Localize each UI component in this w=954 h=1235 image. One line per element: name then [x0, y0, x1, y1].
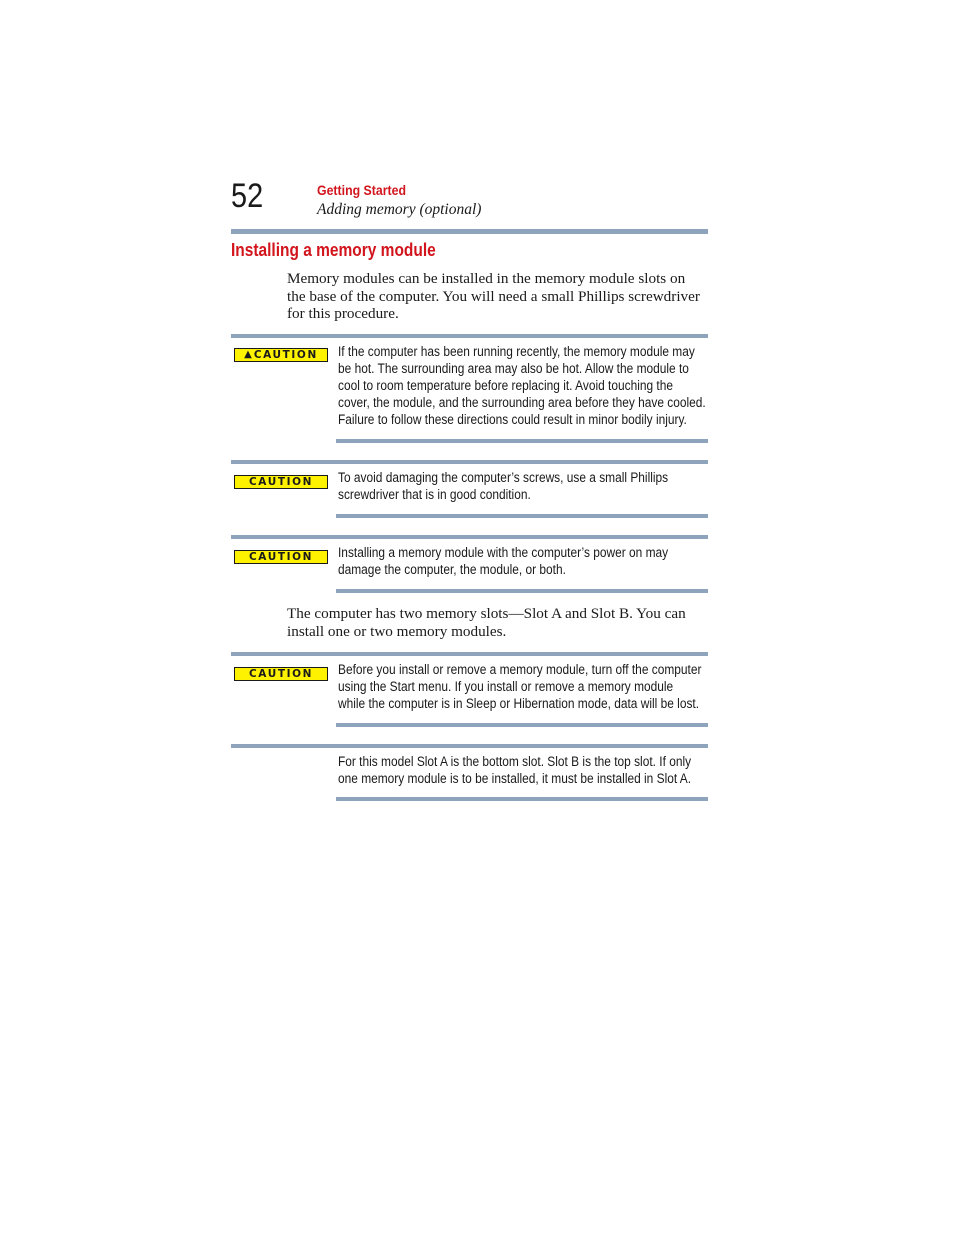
text-line: for this procedure.: [287, 305, 399, 323]
caution-text: [338, 470, 708, 504]
warning-triangle-icon: ▲: [244, 349, 252, 360]
caution-badge: [234, 348, 328, 362]
caution-top-rule: [231, 535, 708, 539]
caution-bottom-rule: [336, 589, 708, 593]
text-line: be hot. The surrounding area may also be hot. Allow the module to: [338, 361, 689, 377]
caution-bottom-rule: [336, 439, 708, 443]
text-line: Failure to follow these directions could result in minor bodily injury.: [338, 412, 687, 428]
text-line: To avoid damaging the computer’s screws, use a small Phillips: [338, 470, 669, 486]
slots-paragraph: [287, 605, 712, 640]
page-number: 52: [231, 177, 264, 215]
note-text: [338, 754, 708, 788]
text-line: using the Start menu. If you install or remove a memory module: [338, 679, 674, 695]
text-line: The computer has two memory slots—Slot A and Slot B. You can: [287, 605, 686, 622]
text-line: one memory module is to be installed, it must be installed in Slot A.: [338, 771, 692, 787]
text-line: screwdriver that is in good condition.: [338, 487, 531, 503]
note-top-rule: [231, 744, 708, 748]
text-line: Memory modules can be installed in the memory module slots on: [287, 270, 686, 287]
caution-label: CAUTION: [248, 551, 314, 563]
note-bottom-rule: [336, 797, 708, 801]
caution-badge: [234, 667, 328, 681]
text-line: damage the computer, the module, or both.: [338, 562, 566, 578]
text-line: For this model Slot A is the bottom slot. Slot B is the top slot. If only: [338, 754, 692, 770]
caution-top-rule: [231, 652, 708, 656]
caution-badge: [234, 550, 328, 564]
caution-bottom-rule: [336, 514, 708, 518]
caution-label: CAUTION: [248, 476, 314, 488]
section-title: Adding memory (optional): [317, 201, 482, 218]
caution-label: CAUTION: [248, 668, 314, 680]
caution-top-rule: [231, 334, 708, 338]
section-heading: Installing a memory module: [231, 240, 436, 260]
caution-label: CAUTION: [253, 349, 318, 361]
text-line: cool to room temperature before replacing it. Avoid touching the: [338, 378, 674, 394]
text-line: the base of the computer. You will need a small Phillips screwdriver: [287, 287, 700, 305]
caution-text: [338, 344, 708, 429]
caution-text: [338, 545, 708, 579]
header-rule: [231, 229, 708, 234]
caution-text: [338, 662, 708, 713]
text-line: while the computer is in Sleep or Hibernation mode, data will be lost.: [338, 696, 700, 712]
text-line: Before you install or remove a memory module, turn off the computer: [338, 662, 702, 678]
caution-badge: [234, 475, 328, 489]
caution-top-rule: [231, 460, 708, 464]
text-line: cover, the module, and the surrounding area before they have cooled.: [338, 395, 706, 411]
chapter-title: Getting Started: [317, 182, 406, 198]
text-line: If the computer has been running recently, the memory module may: [338, 344, 695, 360]
intro-paragraph: [287, 270, 712, 323]
caution-bottom-rule: [336, 723, 708, 727]
text-line: install one or two memory modules.: [287, 622, 507, 640]
text-line: Installing a memory module with the computer’s power on may: [338, 545, 669, 561]
